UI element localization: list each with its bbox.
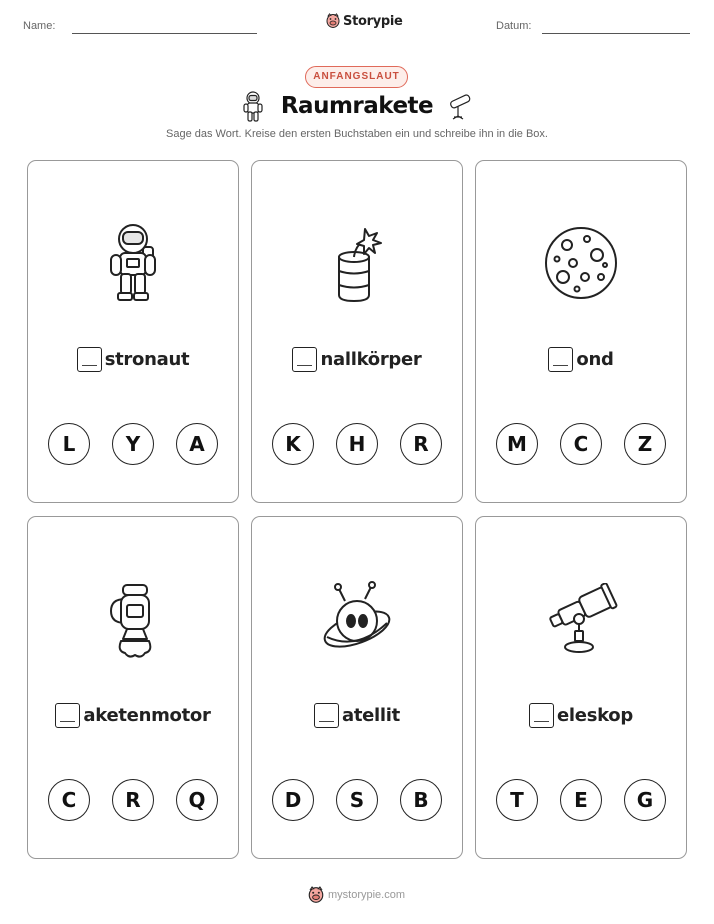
letter-choice[interactable]: K — [272, 423, 314, 465]
answer-box[interactable] — [314, 703, 339, 728]
letter-choice[interactable]: A — [176, 423, 218, 465]
letter-choice[interactable]: H — [336, 423, 378, 465]
category-badge: ANFANGSLAUT — [305, 66, 408, 88]
brand-logo — [326, 13, 403, 29]
answer-box[interactable] — [292, 347, 317, 372]
pig-mascot-icon — [308, 886, 324, 904]
word-ending: nallkörper — [320, 349, 422, 370]
footer-url: mystorypie.com — [328, 889, 406, 901]
answer-box[interactable] — [548, 347, 573, 372]
letter-choice[interactable]: Z — [624, 423, 666, 465]
telescope-icon — [444, 92, 474, 120]
brand-name: Storypie — [343, 13, 403, 29]
letter-choice[interactable]: Y — [112, 423, 154, 465]
letter-choice[interactable]: C — [560, 423, 602, 465]
moon-icon — [543, 225, 619, 301]
word-ending: aketenmotor — [83, 705, 211, 726]
page-title: Raumrakete — [280, 93, 434, 119]
letter-choice[interactable]: R — [112, 779, 154, 821]
satellite-alien-icon — [319, 581, 395, 657]
word-card — [475, 160, 687, 503]
word-card — [27, 160, 239, 503]
rocket-engine-icon — [103, 579, 163, 659]
letter-choice[interactable]: S — [336, 779, 378, 821]
footer — [308, 886, 405, 904]
answer-box[interactable] — [55, 703, 80, 728]
letter-choice[interactable]: T — [496, 779, 538, 821]
word-ending: atellit — [342, 705, 400, 726]
letter-choice[interactable]: Q — [176, 779, 218, 821]
firecracker-icon — [327, 223, 387, 303]
pig-mascot-icon — [326, 13, 340, 29]
word-ending: ond — [576, 349, 614, 370]
answer-box[interactable] — [529, 703, 554, 728]
name-input-line[interactable] — [72, 33, 257, 34]
letter-choice[interactable]: G — [624, 779, 666, 821]
instructions: Sage das Wort. Kreise den ersten Buchstaben ein und schreibe ihn in die Box. — [166, 128, 548, 140]
answer-box[interactable] — [77, 347, 102, 372]
letter-choice[interactable]: E — [560, 779, 602, 821]
letter-choice[interactable]: D — [272, 779, 314, 821]
word-card — [475, 516, 687, 859]
letter-choice[interactable]: M — [496, 423, 538, 465]
letter-choice[interactable]: B — [400, 779, 442, 821]
word-ending: eleskop — [557, 705, 633, 726]
name-label: Name: — [23, 20, 56, 32]
letter-choice[interactable]: L — [48, 423, 90, 465]
letter-choice[interactable]: R — [400, 423, 442, 465]
astronaut-icon — [103, 223, 163, 303]
word-ending: stronaut — [104, 349, 190, 370]
word-card — [251, 160, 463, 503]
date-label: Datum: — [496, 20, 532, 32]
letter-choice[interactable]: C — [48, 779, 90, 821]
date-input-line[interactable] — [542, 33, 690, 34]
word-card — [251, 516, 463, 859]
telescope-icon — [543, 583, 619, 655]
word-card — [27, 516, 239, 859]
